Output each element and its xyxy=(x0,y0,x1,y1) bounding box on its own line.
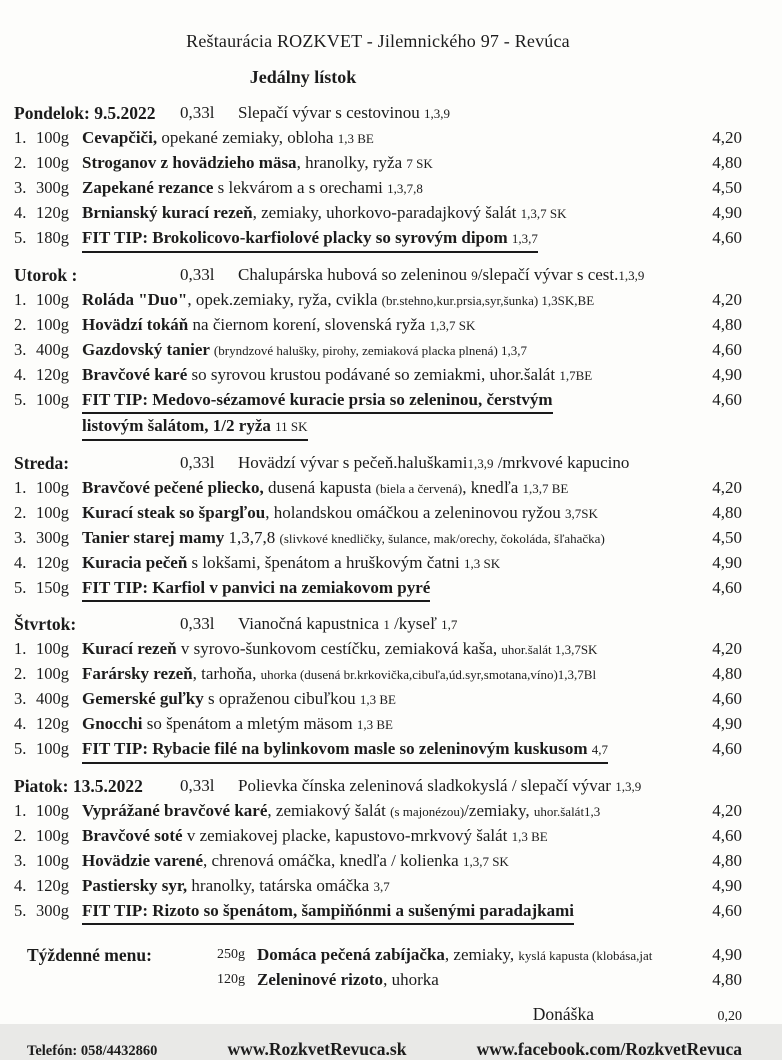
dish-text-segment: 9 xyxy=(471,268,478,283)
item-dish-line xyxy=(82,476,688,501)
dish-text-segment: Cevapčiči, xyxy=(82,128,158,147)
item-weight: 100g xyxy=(36,739,69,758)
item-weight: 120g xyxy=(36,203,69,222)
item-price: 4,80 xyxy=(712,503,742,522)
dish-text-segment: Brnianský kurací rezeň xyxy=(82,203,253,222)
dish-text-segment: 1,7 xyxy=(441,617,458,632)
item-dish xyxy=(82,849,690,874)
item-number: 4. xyxy=(14,365,27,384)
menu-item xyxy=(14,849,742,874)
dish-text-segment: , knedľa xyxy=(462,478,523,497)
dish-text-segment: kyslá kapusta (klobása,jat xyxy=(518,948,653,963)
item-price: 4,80 xyxy=(712,970,742,989)
item-number: 1. xyxy=(14,801,27,820)
dish-text-segment: s lekvárom a s orechami xyxy=(213,178,388,197)
section-day: Pondelok: 9.5.2022 xyxy=(14,103,156,123)
menu-item xyxy=(14,338,742,363)
item-number: 5. xyxy=(14,578,27,597)
footer-phone: Telefón: 058/4432860 xyxy=(27,1043,158,1059)
item-dish-line xyxy=(82,313,688,338)
dish-text-segment: , zemiakový šalát xyxy=(267,801,391,820)
item-dish-line xyxy=(257,968,688,992)
dish-text-segment: v syrovo-šunkovom cestíčku, zemiaková kaša, xyxy=(176,639,502,658)
item-dish xyxy=(82,151,690,176)
item-dish xyxy=(82,874,690,899)
dish-text-segment: 1,3,7 BE xyxy=(522,481,569,496)
dish-text-segment: 3,7 xyxy=(373,879,390,894)
dish-text-segment: Stroganov z hovädzieho mäsa xyxy=(82,153,297,172)
section-header xyxy=(14,263,742,288)
menu-item xyxy=(14,874,742,899)
section-header xyxy=(14,774,742,799)
item-dish-line xyxy=(82,526,688,551)
item-price: 4,90 xyxy=(712,876,742,895)
menu-item xyxy=(14,824,742,849)
dish-text-segment: opekané zemiaky, obloha xyxy=(157,128,338,147)
item-dish-line xyxy=(82,799,688,824)
item-dish-line xyxy=(82,176,688,201)
item-dish-line xyxy=(82,576,430,602)
dish-text-segment: Vyprážané bravčové karé xyxy=(82,801,268,820)
item-weight: 300g xyxy=(36,178,69,197)
item-dish xyxy=(82,363,690,388)
item-dish xyxy=(82,637,690,662)
dish-text-segment: FIT TIP: Karfiol v panvici na zemiakovom pyré xyxy=(82,578,431,597)
item-number: 4. xyxy=(14,714,27,733)
item-dish xyxy=(257,968,690,992)
item-number: 1. xyxy=(14,128,27,147)
dish-text-segment: FIT TIP: Brokolicovo-karfiolové placky so syrovým dipom xyxy=(82,228,512,247)
dish-text-segment: 1,3,7 SK xyxy=(462,854,509,869)
menu-item xyxy=(14,526,742,551)
weekly-menu-rows xyxy=(217,943,742,992)
item-price: 4,80 xyxy=(712,153,742,172)
menu-item xyxy=(14,288,742,313)
dish-text-segment: , zemiaky, uhorkovo-paradajkový šalát xyxy=(252,203,521,222)
item-number: 3. xyxy=(14,528,27,547)
dish-text-segment: Hovädzí tokáň xyxy=(82,315,189,334)
dish-text-segment: s lokšami, špenátom a hruškovým čatni xyxy=(187,553,464,572)
menu-item xyxy=(14,388,742,441)
section-header xyxy=(14,451,742,476)
item-weight: 120g xyxy=(217,972,245,987)
dish-text-segment: listovým šalátom, xyxy=(82,416,213,435)
item-price: 4,90 xyxy=(712,365,742,384)
item-price: 4,50 xyxy=(712,528,742,547)
item-price: 4,80 xyxy=(712,851,742,870)
section-soup xyxy=(238,774,742,799)
footer-website: www.RozkvetRevuca.sk xyxy=(227,1039,407,1059)
item-dish-line xyxy=(82,849,688,874)
item-dish-line xyxy=(82,388,553,414)
dish-text-segment: (biela a červená) xyxy=(375,481,463,496)
item-dish-line xyxy=(82,226,538,253)
dish-text-segment: Polievka čínska zeleninová sladkokyslá / slepačí vývar xyxy=(238,776,616,795)
item-number: 3. xyxy=(14,178,27,197)
item-price: 4,60 xyxy=(712,228,742,247)
item-dish-line xyxy=(257,943,688,968)
item-dish xyxy=(82,226,690,253)
item-dish xyxy=(82,662,690,687)
section-soup xyxy=(238,612,742,637)
menu-item xyxy=(14,899,742,925)
section-header xyxy=(14,612,742,637)
dish-text-segment: 1/2 ryža xyxy=(212,416,276,435)
dish-text-segment: Farársky rezeň xyxy=(82,664,193,683)
item-dish-line xyxy=(82,824,688,849)
item-dish-line xyxy=(82,712,688,737)
dish-text-segment: /slepačí vývar s cest. xyxy=(477,265,619,284)
footer xyxy=(14,1039,742,1060)
soup-volume: 0,33l xyxy=(180,614,215,633)
item-number: 5. xyxy=(14,228,27,247)
item-weight: 100g xyxy=(36,503,69,522)
menu-item xyxy=(14,687,742,712)
dish-text-segment: 1,3 BE xyxy=(356,717,393,732)
item-price: 4,60 xyxy=(712,390,742,409)
dish-text-segment: so špenátom a mletým mäsom xyxy=(142,714,357,733)
item-dish xyxy=(82,126,690,151)
menu-item xyxy=(14,799,742,824)
menu-item xyxy=(14,501,742,526)
dish-text-segment: hranolky, tatárska omáčka xyxy=(187,876,374,895)
menu-item xyxy=(14,637,742,662)
item-dish-line xyxy=(82,874,688,899)
dish-text-segment: Slepačí vývar s cestovinou xyxy=(238,103,425,122)
item-dish-line-2 xyxy=(82,414,308,441)
dish-text-segment: FIT TIP: Medovo-sézamové kuracie prsia so zeleninou, čerstvým xyxy=(82,390,553,409)
section-header xyxy=(14,101,742,126)
item-dish xyxy=(82,176,690,201)
dish-text-segment: 1,3,9 xyxy=(424,106,451,121)
dish-text-segment: Kurací rezeň xyxy=(82,639,177,658)
menu-item xyxy=(14,576,742,602)
menu-section-utorok xyxy=(14,263,742,441)
dish-text-segment: 1,3 BE xyxy=(511,829,548,844)
dish-text-segment: uhorka (dusená br.krkovička,cibuľa,úd.syr,smotana,víno)1,3,7Bl xyxy=(260,667,597,682)
dish-text-segment: , chrenová omáčka, knedľa / kolienka xyxy=(203,851,463,870)
item-number: 2. xyxy=(14,826,27,845)
dish-text-segment: 1,3 BE xyxy=(359,692,396,707)
item-dish xyxy=(82,526,690,551)
item-price: 4,90 xyxy=(712,945,742,964)
item-price: 4,90 xyxy=(712,553,742,572)
dish-text-segment: 1,3 SK xyxy=(463,556,501,571)
delivery-row xyxy=(14,1004,742,1025)
item-number: 5. xyxy=(14,739,27,758)
item-price: 4,60 xyxy=(712,826,742,845)
dish-text-segment: 1,3,9 xyxy=(618,268,645,283)
item-dish-line xyxy=(82,501,688,526)
item-dish-line xyxy=(82,687,688,712)
item-weight: 250g xyxy=(217,947,245,962)
dish-text-segment: (br.stehno,kur.prsia,syr,šunka) 1,3SK,BE xyxy=(381,293,595,308)
item-price: 4,60 xyxy=(712,578,742,597)
item-weight: 400g xyxy=(36,340,69,359)
item-weight: 100g xyxy=(36,315,69,334)
section-soup xyxy=(238,101,742,126)
menu-item xyxy=(14,176,742,201)
weekly-menu-label: Týždenné menu: xyxy=(27,945,152,965)
item-weight: 300g xyxy=(36,901,69,920)
weekly-menu xyxy=(14,943,742,992)
item-weight: 100g xyxy=(36,801,69,820)
item-weight: 100g xyxy=(36,390,69,409)
item-weight: 100g xyxy=(36,478,69,497)
dish-text-segment: 1 xyxy=(383,617,390,632)
item-price: 4,20 xyxy=(712,290,742,309)
item-dish xyxy=(82,576,690,602)
dish-text-segment: Pastiersky syr, xyxy=(82,876,188,895)
weekly-menu-item xyxy=(217,968,742,992)
item-price: 4,20 xyxy=(712,801,742,820)
dish-text-segment: v zemiakovej placke, kapustovo-mrkvový šalát xyxy=(182,826,512,845)
dish-text-segment: Kurací steak so špargľou xyxy=(82,503,266,522)
item-weight: 120g xyxy=(36,714,69,733)
menu-section-stvrtok xyxy=(14,612,742,764)
menu-item xyxy=(14,551,742,576)
item-price: 4,20 xyxy=(712,639,742,658)
item-number: 1. xyxy=(14,478,27,497)
dish-text-segment: , uhorka xyxy=(383,970,439,989)
dish-text-segment: (slivkové knedličky, šulance, mak/orechy, čokoláda, šľahačka) xyxy=(279,531,605,546)
item-dish xyxy=(82,501,690,526)
dish-text-segment: Zeleninové rizoto xyxy=(257,970,384,989)
item-number: 1. xyxy=(14,290,27,309)
delivery-label: Donáška xyxy=(532,1004,594,1024)
soup-volume: 0,33l xyxy=(180,103,215,122)
item-number: 4. xyxy=(14,203,27,222)
item-weight: 120g xyxy=(36,365,69,384)
item-price: 4,20 xyxy=(712,478,742,497)
item-number: 2. xyxy=(14,153,27,172)
dish-text-segment: Hovädzí vývar s pečeň.haluškami xyxy=(238,453,468,472)
item-dish-line xyxy=(82,288,688,313)
dish-text-segment: dusená kapusta xyxy=(263,478,376,497)
menu-section-pondelok xyxy=(14,101,742,253)
item-dish xyxy=(82,687,690,712)
menu-item xyxy=(14,476,742,501)
item-dish xyxy=(82,476,690,501)
dish-text-segment: (s majonézou) xyxy=(390,804,465,819)
item-number: 3. xyxy=(14,851,27,870)
soup-volume: 0,33l xyxy=(180,776,215,795)
item-dish-line xyxy=(82,338,688,363)
item-price: 4,90 xyxy=(712,714,742,733)
dish-text-segment: s opraženou cibuľkou xyxy=(203,689,360,708)
item-dish xyxy=(82,551,690,576)
footer-facebook: www.facebook.com/RozkvetRevuca xyxy=(476,1039,742,1059)
item-weight: 180g xyxy=(36,228,69,247)
item-dish xyxy=(82,737,690,764)
dish-text-segment: 1,3 BE xyxy=(337,131,374,146)
item-price: 4,60 xyxy=(712,689,742,708)
dish-text-segment: , zemiaky, xyxy=(444,945,519,964)
dish-text-segment: 7 SK xyxy=(406,156,433,171)
item-number: 3. xyxy=(14,689,27,708)
item-dish-line xyxy=(82,126,688,151)
item-number: 2. xyxy=(14,503,27,522)
dish-text-segment: 1,3,9 xyxy=(467,456,494,471)
menu-section-streda xyxy=(14,451,742,602)
dish-text-segment: , holandskou omáčkou a zeleninovou ryžou xyxy=(265,503,565,522)
item-number: 2. xyxy=(14,664,27,683)
item-dish-line xyxy=(82,662,688,687)
dish-text-segment: uhor.šalát 1,3,7SK xyxy=(501,642,598,657)
item-dish-line xyxy=(82,551,688,576)
item-weight: 400g xyxy=(36,689,69,708)
dish-text-segment: Tanier starej mamy xyxy=(82,528,229,547)
section-soup xyxy=(238,263,742,288)
item-weight: 300g xyxy=(36,528,69,547)
menu-item xyxy=(14,151,742,176)
dish-text-segment: Vianočná kapustnica xyxy=(238,614,384,633)
dish-text-segment: 4,7 xyxy=(591,742,609,757)
item-price: 4,60 xyxy=(712,901,742,920)
item-dish xyxy=(82,288,690,313)
item-price: 4,20 xyxy=(712,128,742,147)
dish-text-segment: 1,7BE xyxy=(559,368,593,383)
dish-text-segment: 1,3,7,8 xyxy=(387,181,423,196)
menu-item xyxy=(14,226,742,253)
menu-item xyxy=(14,126,742,151)
item-dish xyxy=(82,201,690,226)
dish-text-segment: Kuracia pečeň xyxy=(82,553,188,572)
item-dish xyxy=(82,712,690,737)
dish-text-segment: Gnocchi xyxy=(82,714,143,733)
dish-text-segment: /kyseľ xyxy=(389,614,442,633)
dish-text-segment: , tarhoňa, xyxy=(192,664,261,683)
item-weight: 100g xyxy=(36,851,69,870)
dish-text-segment: uhor.šalát1,3 xyxy=(533,804,601,819)
menu-sections xyxy=(14,101,742,925)
item-dish xyxy=(257,943,690,968)
dish-text-segment: Gemerské guľky xyxy=(82,689,204,708)
item-dish xyxy=(82,338,690,363)
dish-text-segment: FIT TIP: Rizoto so špenátom, šampiňónmi a sušenými paradajkami xyxy=(82,901,574,920)
item-dish xyxy=(82,313,690,338)
item-number: 5. xyxy=(14,901,27,920)
item-number: 1. xyxy=(14,639,27,658)
menu-item xyxy=(14,662,742,687)
dish-text-segment: Bravčové soté xyxy=(82,826,183,845)
dish-text-segment: Bravčové pečené pliecko, xyxy=(82,478,264,497)
dish-text-segment: na čiernom korení, slovenská ryža xyxy=(188,315,430,334)
dish-text-segment: (bryndzové halušky, pirohy, zemiaková placka plnená) 1,3,7 xyxy=(213,343,528,358)
dish-text-segment: 1,3,7,8 xyxy=(228,528,280,547)
item-price: 4,90 xyxy=(712,203,742,222)
item-number: 4. xyxy=(14,553,27,572)
menu-item xyxy=(14,712,742,737)
item-dish xyxy=(82,799,690,824)
item-dish-line xyxy=(82,737,608,764)
item-number: 5. xyxy=(14,390,27,409)
item-price: 4,60 xyxy=(712,340,742,359)
item-weight: 120g xyxy=(36,876,69,895)
section-day: Štvrtok: xyxy=(14,614,77,634)
item-weight: 100g xyxy=(36,128,69,147)
dish-text-segment: 3,7SK xyxy=(564,506,598,521)
item-price: 4,80 xyxy=(712,315,742,334)
page-subtitle: Jedálny lístok xyxy=(249,67,357,87)
item-dish-line xyxy=(82,363,688,388)
section-day: Piatok: 13.5.2022 xyxy=(14,776,143,796)
dish-text-segment: Chalupárska hubová so zeleninou xyxy=(238,265,472,284)
item-weight: 100g xyxy=(36,153,69,172)
dish-text-segment: 1,3,7 SK xyxy=(429,318,476,333)
dish-text-segment: Zapekané rezance xyxy=(82,178,214,197)
dish-text-segment: 11 SK xyxy=(275,419,308,434)
dish-text-segment: 1,3,9 xyxy=(615,779,642,794)
soup-volume: 0,33l xyxy=(180,453,215,472)
item-dish-line xyxy=(82,637,688,662)
menu-item xyxy=(14,313,742,338)
item-dish-line xyxy=(82,151,688,176)
item-dish xyxy=(82,824,690,849)
menu-item xyxy=(14,737,742,764)
dish-text-segment: 1,3,7 xyxy=(511,231,538,246)
item-dish xyxy=(82,899,690,925)
menu-section-piatok xyxy=(14,774,742,925)
item-number: 4. xyxy=(14,876,27,895)
dish-text-segment: Roláda "Duo" xyxy=(82,290,188,309)
dish-text-segment: , hranolky, ryža xyxy=(296,153,407,172)
item-weight: 120g xyxy=(36,553,69,572)
dish-text-segment: Gazdovský tanier xyxy=(82,340,214,359)
item-weight: 100g xyxy=(36,826,69,845)
dish-text-segment: /mrkvové kapucino xyxy=(493,453,630,472)
item-price: 4,60 xyxy=(712,739,742,758)
section-day: Utorok : xyxy=(14,265,78,285)
dish-text-segment: 1,3,7 SK xyxy=(520,206,567,221)
item-dish xyxy=(82,388,690,441)
item-weight: 150g xyxy=(36,578,69,597)
item-price: 4,80 xyxy=(712,664,742,683)
dish-text-segment: /zemiaky, xyxy=(464,801,534,820)
dish-text-segment: Domáca pečená zabíjačka xyxy=(257,945,445,964)
item-weight: 100g xyxy=(36,290,69,309)
menu-item xyxy=(14,201,742,226)
dish-text-segment: , opek.zemiaky, ryža, cvikla xyxy=(187,290,382,309)
soup-volume: 0,33l xyxy=(180,265,215,284)
item-weight: 100g xyxy=(36,664,69,683)
section-day: Streda: xyxy=(14,453,70,473)
item-dish-line xyxy=(82,899,574,925)
item-weight: 100g xyxy=(36,639,69,658)
section-soup xyxy=(238,451,742,476)
item-dish-line xyxy=(82,201,688,226)
weekly-menu-item xyxy=(217,943,742,968)
item-number: 3. xyxy=(14,340,27,359)
delivery-price: 0,20 xyxy=(717,1009,742,1024)
dish-text-segment: Hovädzie varené xyxy=(82,851,204,870)
dish-text-segment: so syrovou krustou podávané so zemiakmi, uhor.šalát xyxy=(187,365,560,384)
page-title: Reštaurácia ROZKVET - Jilemnického 97 - Revúca xyxy=(186,31,570,51)
menu-item xyxy=(14,363,742,388)
item-price: 4,50 xyxy=(712,178,742,197)
item-number: 2. xyxy=(14,315,27,334)
dish-text-segment: FIT TIP: Rybacie filé na bylinkovom masle so zeleninovým kuskusom xyxy=(82,739,592,758)
dish-text-segment: Bravčové karé xyxy=(82,365,188,384)
